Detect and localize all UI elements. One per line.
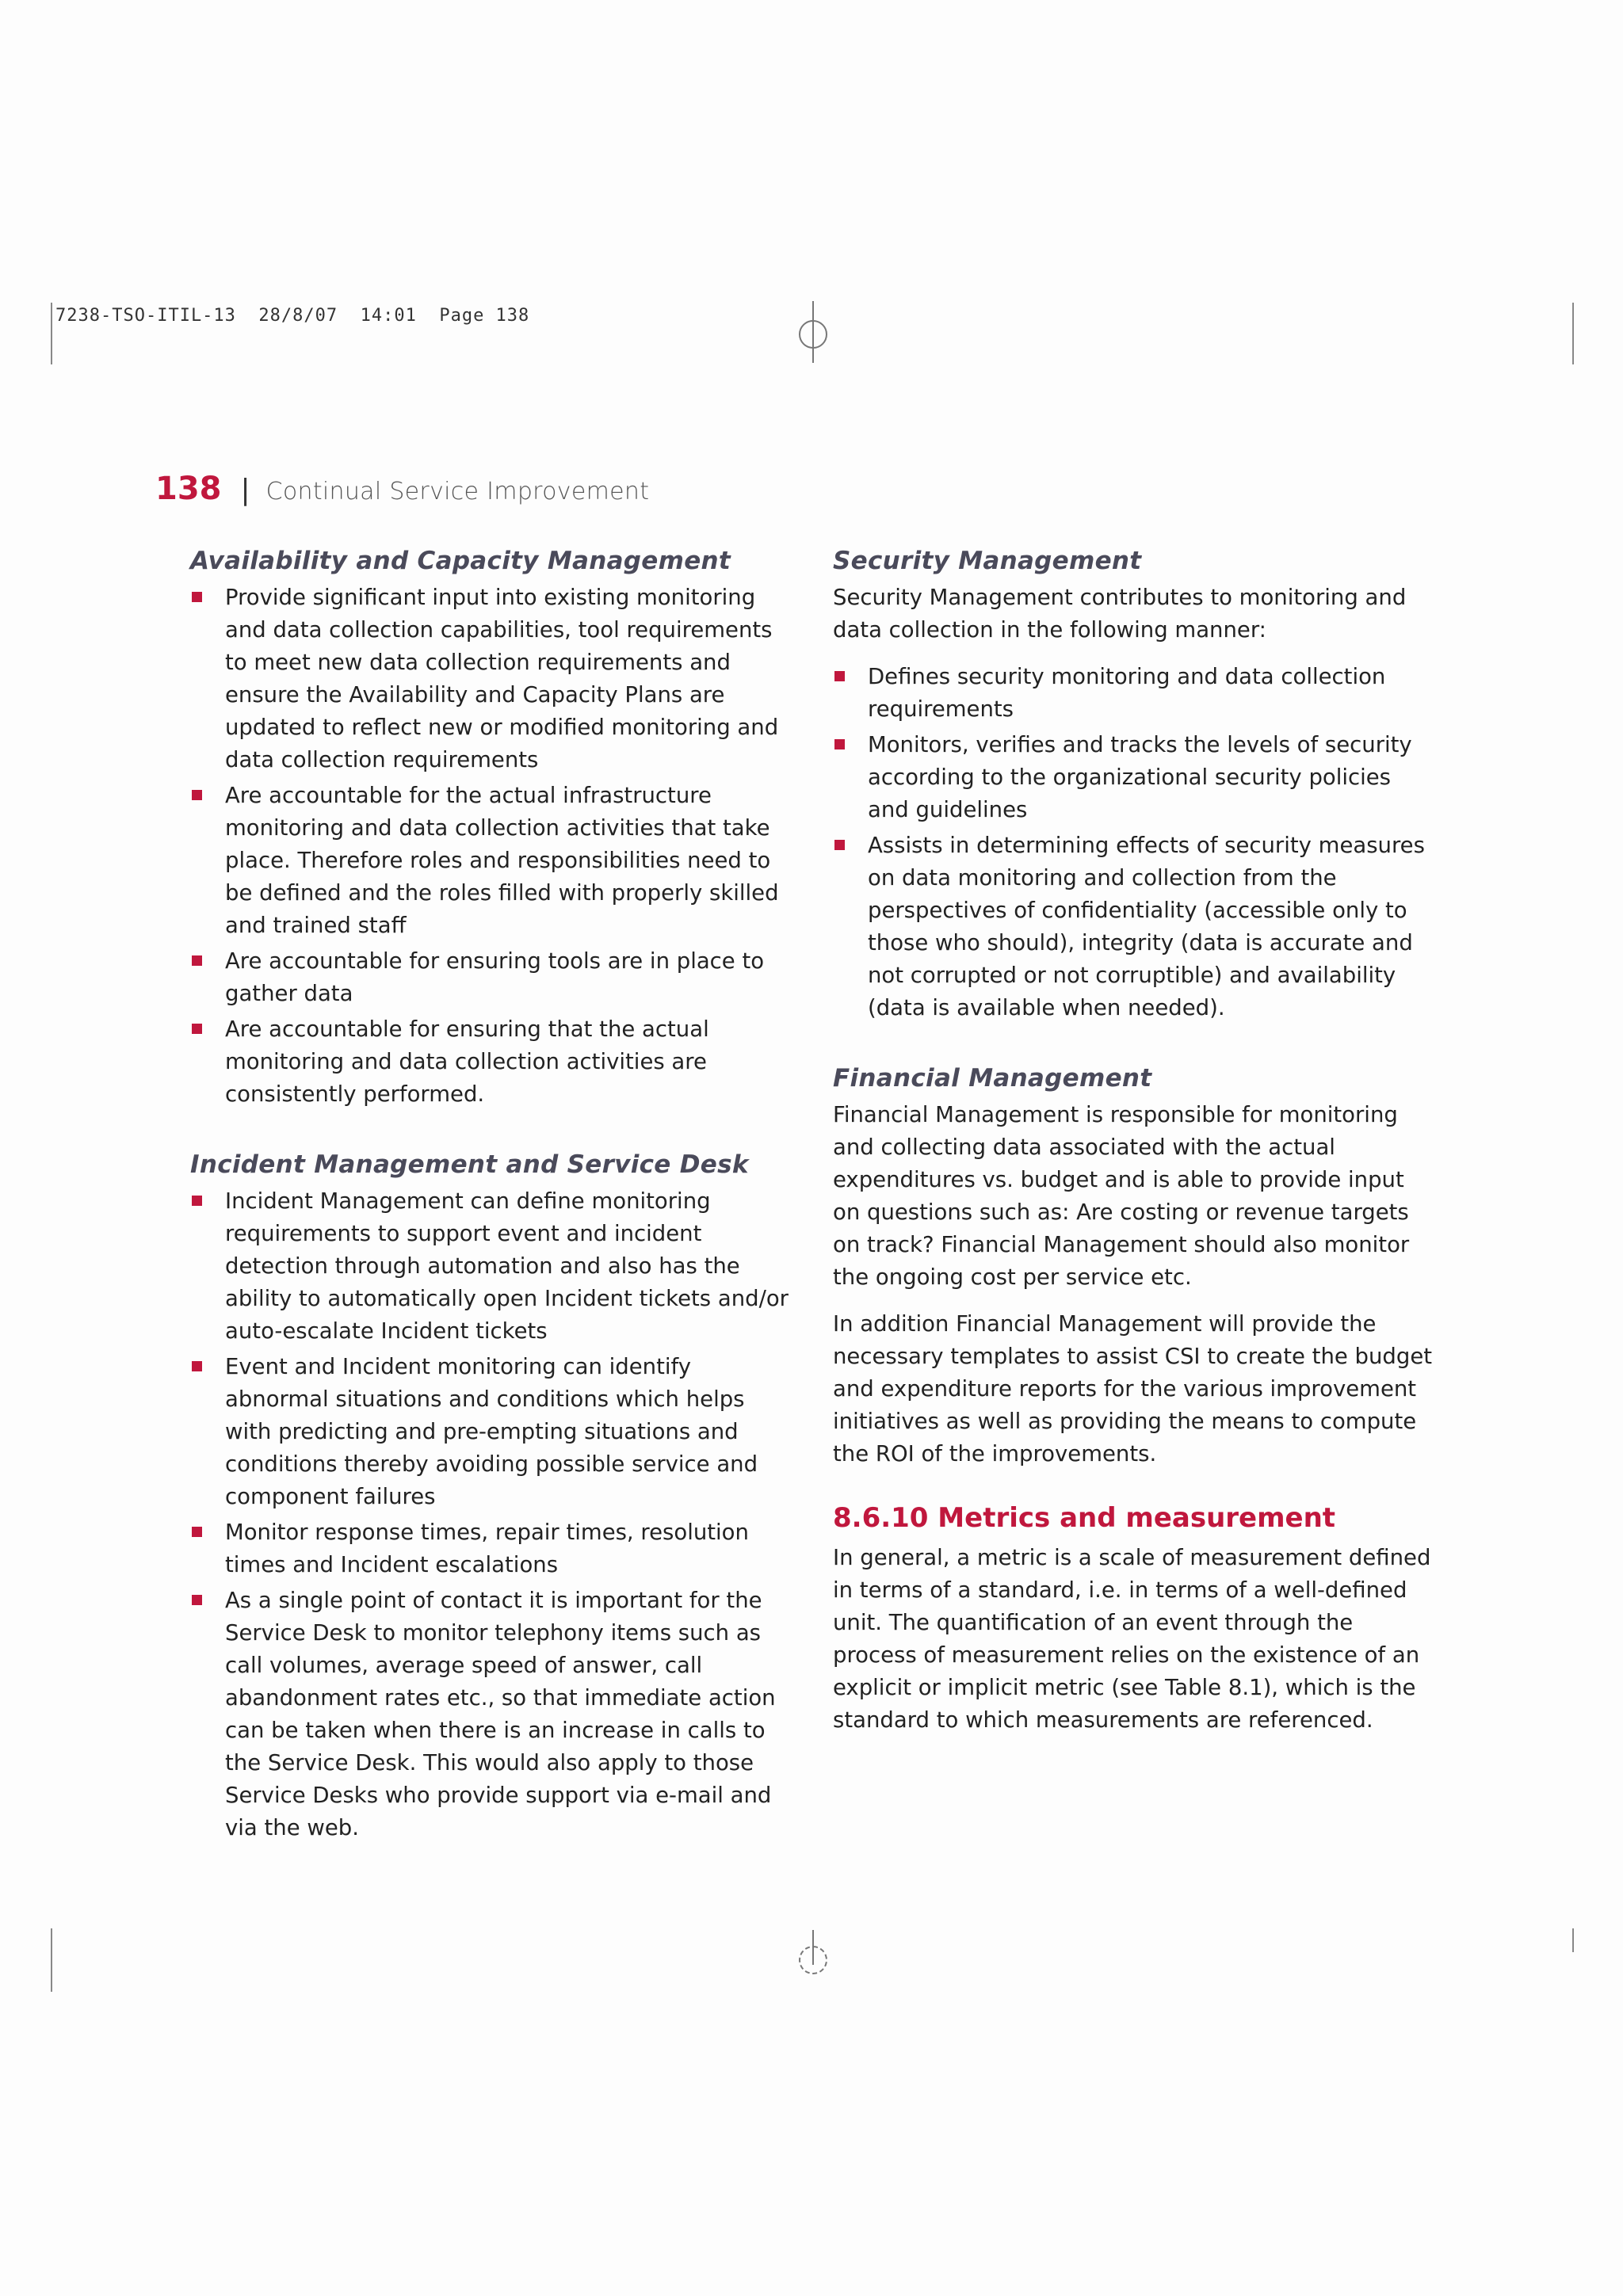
registration-mark-bottom [799, 1946, 827, 1974]
availability-section [190, 547, 792, 1111]
list-item: Are accountable for the actual infrastructure monitoring and data collection activities that take place. Therefore roles and responsibilities need to be defined and the roles filled with properly skilled and trained staff [190, 780, 792, 942]
page-number: 138 [155, 471, 222, 507]
crop-mark-top-right [1572, 303, 1574, 364]
security-heading: Security Management [833, 547, 1142, 575]
list-item: Incident Management can define monitoring requirements to support event and incident detection through automation and also has the ability to automatically open Incident tickets and/or auto-escalate Incident tickets [190, 1185, 792, 1348]
list-item: Provide significant input into existing monitoring and data collection capabilities, tool requirements to meet new data collection requirements and ensure the Availability and Capacity Plans are updated to reflect new or modified monitoring and data collection requirements [190, 582, 792, 776]
financial-paragraph-1: Financial Management is responsible for monitoring and collecting data associated with the actual expenditures vs. budget and is able to provide input on questions such as: Are costing or revenue targets on track? Financial Management should also monitor the ongoing cost per service etc. [833, 1102, 1410, 1290]
bullet-square-icon [192, 1024, 202, 1034]
security-bullet-list [833, 661, 1435, 1024]
print-slug-line: 7238-TSO-ITIL-13 28/8/07 14:01 Page 138 [55, 306, 530, 326]
list-item: Monitors, verifies and tracks the levels of security according to the organizational security policies and guidelines [833, 729, 1435, 826]
bullet-square-icon [192, 592, 202, 602]
list-item: Event and Incident monitoring can identify abnormal situations and conditions which helps with predicting and pre-empting situations and conditions thereby avoiding possible service and component failures [190, 1351, 792, 1513]
bullet-square-icon [834, 671, 845, 681]
list-item: Monitor response times, repair times, resolution times and Incident escalations [190, 1516, 792, 1581]
right-column [833, 547, 1435, 1751]
incident-heading: Incident Management and Service Desk [190, 1150, 749, 1179]
metrics-heading: 8.6.10 Metrics and measurement [833, 1502, 1336, 1534]
financial-paragraph-2: In addition Financial Management will provide the necessary templates to assist CSI to create the budget and expenditure reports for the various improvement initiatives as well as providing the means to compute the ROI of the improvements. [833, 1311, 1433, 1466]
security-intro: Security Management contributes to monitoring and data collection in the following manner: [833, 585, 1407, 643]
metrics-section [833, 1502, 1435, 1737]
header-separator: | [240, 474, 250, 506]
availability-heading: Availability and Capacity Management [190, 547, 731, 575]
bullet-square-icon [834, 739, 845, 749]
bullet-square-icon [192, 790, 202, 800]
list-item: As a single point of contact it is important for the Service Desk to monitor telephony items such as call volumes, average speed of answer, call abandonment rates etc., so that immediate action can be taken when there is an increase in calls to the Service Desk. This would also apply to those Service Desks who provide support via e-mail and via the web. [190, 1585, 792, 1844]
crop-mark-bottom-left [51, 1928, 52, 1992]
bullet-square-icon [834, 840, 845, 850]
list-item: Are accountable for ensuring that the actual monitoring and data collection activities are consistently performed. [190, 1013, 792, 1111]
book-title: Continual Service Improvement [265, 478, 650, 505]
bullet-square-icon [192, 955, 202, 966]
bullet-square-icon [192, 1361, 202, 1371]
list-item: Defines security monitoring and data collection requirements [833, 661, 1435, 726]
security-section [833, 547, 1435, 1024]
crop-mark-top-left [51, 303, 52, 364]
running-head [155, 471, 649, 510]
crop-mark-bottom-right [1572, 1928, 1574, 1952]
registration-mark-top [799, 320, 827, 349]
list-item: Assists in determining effects of security measures on data monitoring and collection from the perspectives of confidentiality (accessible only to those who should), integrity (data is accurate and not corrupted or not corruptible) and availability (data is available when needed). [833, 830, 1435, 1024]
list-item: Are accountable for ensuring tools are in place to gather data [190, 945, 792, 1010]
left-column [190, 547, 792, 1848]
availability-bullet-list [190, 582, 792, 1111]
metrics-paragraph: In general, a metric is a scale of measurement defined in terms of a standard, i.e. in terms of a well-defined unit. The quantification of an event through the process of measurement relies on the existence of an explicit or implicit metric (see Table 8.1), which is the standard to which measurements are referenced. [833, 1545, 1431, 1733]
incident-bullet-list [190, 1185, 792, 1844]
bullet-square-icon [192, 1196, 202, 1206]
bullet-square-icon [192, 1527, 202, 1537]
incident-section [190, 1150, 792, 1844]
bullet-square-icon [192, 1595, 202, 1605]
financial-section [833, 1064, 1435, 1470]
financial-heading: Financial Management [833, 1064, 1152, 1093]
